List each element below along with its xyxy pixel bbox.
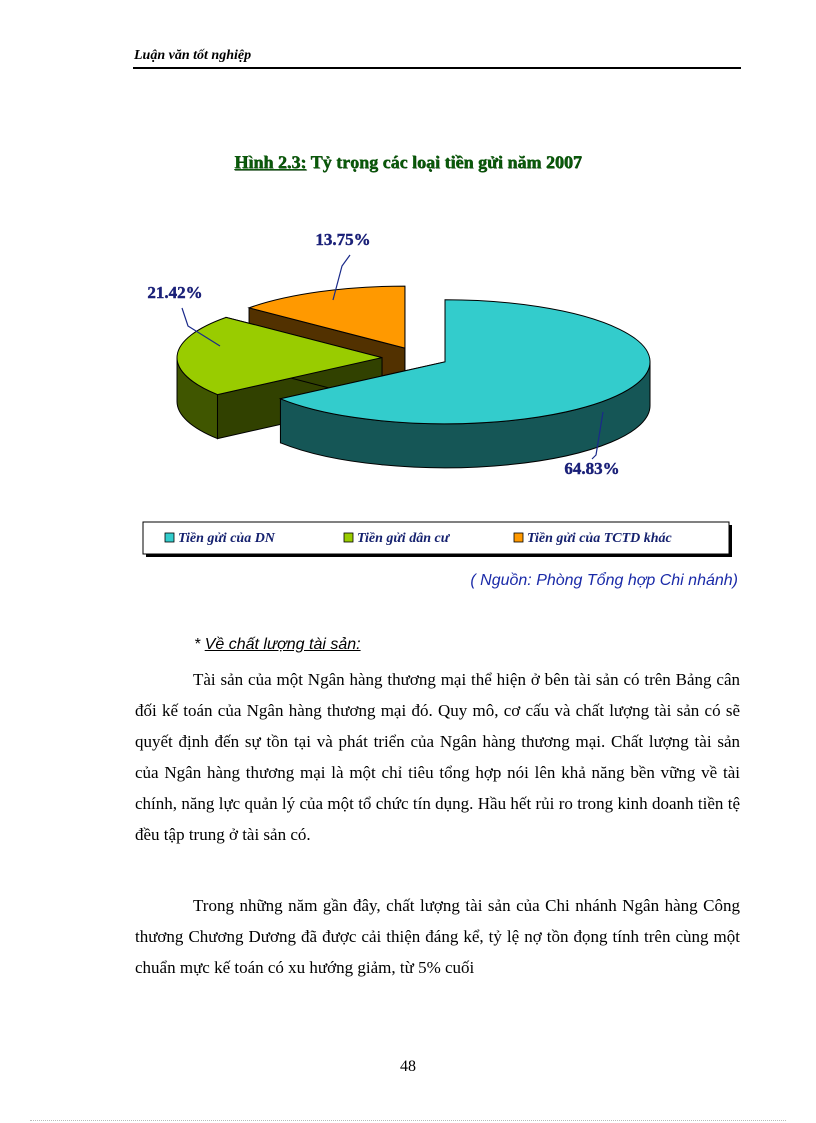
legend-shadow — [146, 554, 732, 557]
legend-swatch — [344, 533, 353, 542]
paragraph-text: Tài sản của một Ngân hàng thương mại thể hiện ở bên tài sản có trên Bảng cân đối kế toán của Ngân hàng thương mại đó. Quy mô, cơ cấu và chất lượng tài sản có sẽ quyết định đến sự tồn tại và phát triển của Ngân hàng thương mại. Chất lượng tài sản của Ngân hàng thương mại là một chỉ tiêu tổng hợp nói lên khả năng bền vững về tài chính, năng lực quản lý của một tổ chức tín dụng. Hầu hết rủi ro trong kinh doanh tiền tệ đều tập trung ở tài sản có. — [135, 670, 740, 844]
figure-source: ( Nguồn: Phòng Tổng hợp Chi nhánh) — [470, 572, 738, 589]
paragraph-2 — [135, 890, 740, 983]
data-label: 13.75% — [315, 230, 371, 249]
legend-label: Tiền gửi của DN — [178, 531, 275, 546]
legend-swatch — [165, 533, 174, 542]
legend-label: Tiền gửi dân cư — [357, 531, 450, 546]
legend-swatch — [514, 533, 523, 542]
footer-rule — [30, 1120, 786, 1121]
pie-slices — [177, 286, 650, 468]
paragraph-1 — [135, 664, 740, 850]
legend-label: Tiền gửi của TCTD khác — [527, 531, 672, 546]
data-label: 21.42% — [147, 283, 203, 302]
paragraph-text: Trong những năm gần đây, chất lượng tài sản của Chi nhánh Ngân hàng Công thương Chương Dương đã được cải thiện đáng kể, tỷ lệ nợ tồn đọng tính trên cùng một chuẩn mực kế toán có xu hướng giảm, từ 5% cuối — [135, 896, 740, 977]
running-header: Luận văn tốt nghiệp — [134, 48, 252, 63]
section-bullet: * — [194, 636, 201, 653]
figure-label: Hình 2.3: — [234, 152, 307, 172]
section-heading — [194, 636, 361, 654]
figure-title-text: Tỷ trọng các loại tiền gửi năm 2007 — [310, 152, 582, 172]
section-heading-text: Về chất lượng tài sản: — [204, 636, 361, 653]
legend — [143, 522, 732, 557]
legend-shadow-side — [729, 525, 732, 557]
data-label: 64.83% — [564, 459, 620, 478]
page-number: 48 — [400, 1058, 416, 1075]
